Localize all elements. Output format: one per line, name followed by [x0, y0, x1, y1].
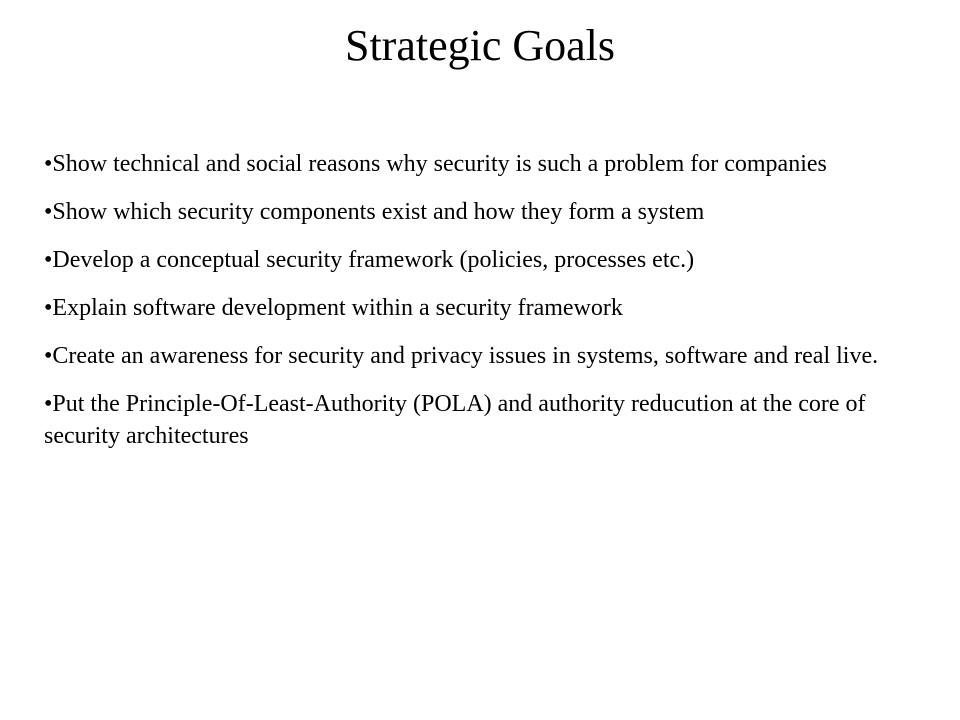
bullet-item: •Develop a conceptual security framework (policies, processes etc.) — [44, 247, 695, 273]
bullet-list — [44, 148, 904, 468]
bullet-item: •Show which security components exist and how they form a system — [44, 199, 705, 225]
bullet-item: •Put the Principle-Of-Least-Authority (POLA) and authority reducution at the core of security architectures — [44, 391, 866, 449]
slide-title: Strategic Goals — [344, 21, 616, 70]
bullet-item: •Show technical and social reasons why security is such a problem for companies — [44, 151, 827, 177]
bullet-item: •Explain software development within a security framework — [44, 295, 623, 321]
bullet-item: •Create an awareness for security and privacy issues in systems, software and real live. — [44, 343, 879, 369]
